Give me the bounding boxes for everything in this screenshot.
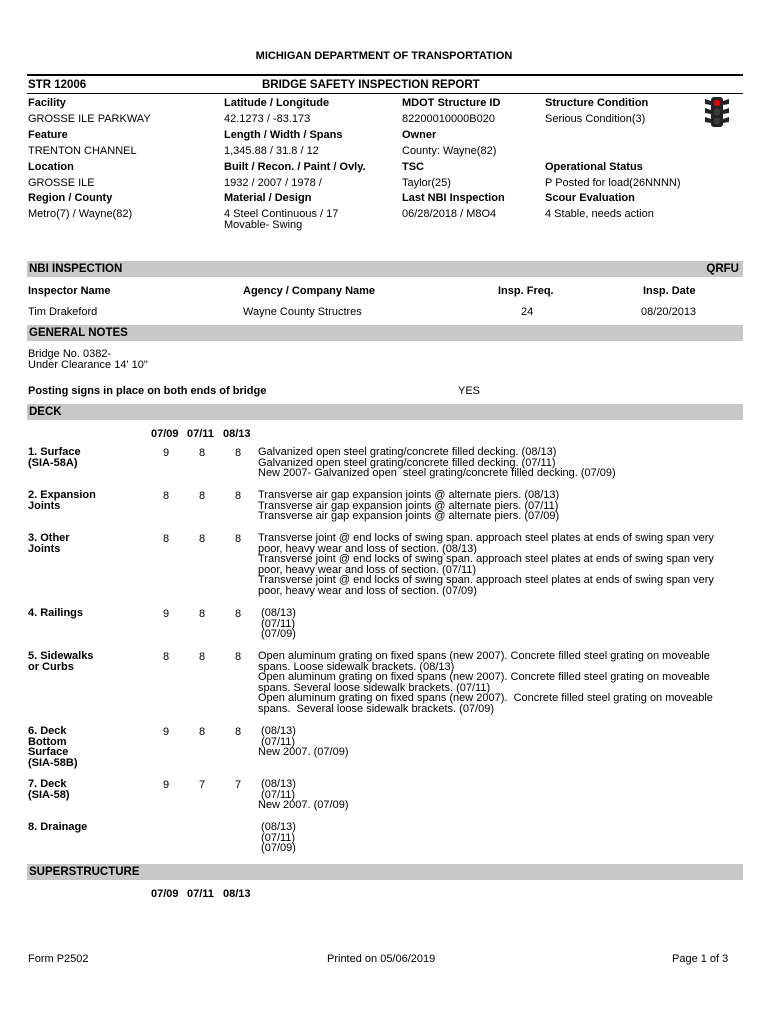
- agency-title: MICHIGAN DEPARTMENT OF TRANSPORTATION: [255, 50, 513, 62]
- deck-item-note-line: poor, heavy wear and loss of section. (07/09): [258, 584, 477, 597]
- deck-item-score: 8: [234, 608, 242, 620]
- nbi-col-inspector: Inspector Name: [28, 285, 111, 297]
- deck-item-name-line: (SIA-58B): [28, 756, 78, 769]
- owner-label: Owner: [402, 129, 437, 141]
- op-status-label: Operational Status: [545, 161, 643, 173]
- deck-item-note-line: (07/11): [258, 831, 296, 844]
- deck-item-score: 8: [234, 447, 242, 459]
- structure-number: STR 12006: [28, 79, 87, 91]
- nbi-date: 08/20/2013: [641, 306, 697, 318]
- deck-item-note-line: New 2007- Galvanized open steel grating/concrete filled decking. (07/09): [258, 467, 616, 479]
- nbi-col-date: Insp. Date: [643, 285, 696, 297]
- deck-item-note-line: poor, heavy wear and loss of section. (07/11): [258, 563, 477, 576]
- deck-item-note-line: spans. Loose sidewalk brackets. (08/13): [258, 660, 455, 673]
- deck-item-score: 8: [234, 490, 242, 502]
- deck-item-score: 8: [198, 651, 206, 663]
- deck-item-name-line: 1. Surface: [28, 446, 81, 458]
- deck-item-score: 7: [198, 779, 206, 791]
- region-value: Metro(7) / Wayne(82): [28, 208, 133, 220]
- deck-item-name-line: 6. Deck: [28, 725, 67, 737]
- deck-item-note-line: Open aluminum grating on fixed spans (new 2007). Concrete filled steel grating on moveable: [258, 671, 710, 683]
- deck-item-note-line: (07/09): [258, 628, 296, 640]
- deck-item-name: [28, 779, 70, 800]
- super-year-3: 08/13: [223, 888, 251, 900]
- deck-item-note-line: (08/13): [258, 778, 296, 790]
- deck-item-name: [28, 608, 83, 619]
- deck-item-name: [28, 651, 93, 672]
- deck-item-name: [28, 726, 78, 768]
- deck-item-name-line: 5. Sidewalks: [28, 650, 94, 662]
- deck-item-score: 8: [198, 490, 206, 502]
- scour-label: Scour Evaluation: [545, 192, 635, 204]
- deck-item-notes: [258, 608, 296, 640]
- deck-item-name: [28, 822, 87, 833]
- deck-item-score: 9: [162, 726, 170, 738]
- deck-item-notes: [258, 726, 349, 758]
- nbi-code: QRFU: [706, 263, 739, 275]
- material-value: [224, 209, 338, 230]
- deck-item-note-line: Galvanized open steel grating/concrete filled decking. (08/13): [258, 446, 557, 458]
- deck-item-note-line: Transverse joint @ end locks of swing span. approach steel plates at ends of swing span very: [258, 574, 714, 586]
- deck-item-name-line: 8. Drainage: [28, 821, 88, 833]
- deck-item-name-line: 2. Expansion: [28, 489, 96, 501]
- deck-item-note-line: (07/11): [258, 735, 296, 748]
- deck-item-note-line: (07/11): [258, 788, 296, 801]
- deck-year-2: 07/11: [187, 428, 214, 440]
- deck-item-note-line: Transverse air gap expansion joints @ alternate piers. (07/09): [258, 510, 560, 522]
- deck-item-name-line: (SIA-58): [28, 788, 70, 801]
- traffic-light-icon: [702, 96, 732, 128]
- deck-item-note-line: Transverse air gap expansion joints @ alternate piers. (07/11): [258, 499, 559, 512]
- deck-item-name-line: (SIA-58A): [28, 456, 78, 469]
- condition-value: Serious Condition(3): [545, 113, 646, 125]
- nbi-frequency: 24: [521, 306, 534, 318]
- general-notes: [28, 349, 148, 370]
- posting-value: YES: [458, 385, 481, 397]
- deck-item-note-line: Transverse joint @ end locks of swing span. approach steel plates at ends of swing span very: [258, 553, 714, 565]
- mdot-id-value: 82200010000B020: [402, 113, 495, 125]
- built-value: 1932 / 2007 / 1978 /: [224, 177, 322, 189]
- deck-item-notes: [258, 490, 559, 522]
- posting-label: Posting signs in place on both ends of bridge: [28, 385, 267, 397]
- deck-item-note-line: (08/13): [258, 607, 296, 619]
- feature-value: TRENTON CHANNEL: [28, 145, 137, 157]
- deck-item-name-line: Bottom: [28, 735, 67, 748]
- note-line-1: Bridge No. 0382-: [28, 348, 112, 360]
- deck-item-score: 8: [234, 533, 242, 545]
- deck-year-3: 08/13: [223, 428, 251, 440]
- deck-item-name-line: Joints: [28, 499, 61, 512]
- deck-item-name: [28, 447, 81, 468]
- deck-item-name-line: Joints: [28, 542, 61, 555]
- super-year-1: 07/09: [151, 888, 179, 900]
- deck-item-name-line: 4. Railings: [28, 607, 84, 619]
- deck-item-score: 8: [198, 726, 206, 738]
- length-label: Length / Width / Spans: [224, 129, 343, 141]
- deck-item-score: 8: [162, 490, 170, 502]
- deck-item-note-line: poor, heavy wear and loss of section. (08/13): [258, 542, 477, 555]
- latlon-label: Latitude / Longitude: [224, 97, 330, 109]
- deck-item-note-line: Transverse air gap expansion joints @ alternate piers. (08/13): [258, 489, 560, 501]
- nbi-section-header: [27, 261, 743, 277]
- deck-item-score: 8: [198, 447, 206, 459]
- condition-label: Structure Condition: [545, 97, 649, 109]
- deck-item-note-line: New 2007. (07/09): [258, 799, 349, 811]
- feature-label: Feature: [28, 129, 68, 141]
- deck-item-note-line: New 2007. (07/09): [258, 746, 349, 758]
- notes-title: GENERAL NOTES: [29, 327, 128, 339]
- nbi-agency-name: Wayne County Structres: [243, 306, 362, 318]
- nbi-col-agency: Agency / Company Name: [243, 285, 376, 297]
- deck-item-name-line: or Curbs: [28, 660, 74, 673]
- deck-item-score: 9: [162, 608, 170, 620]
- material-line-2: Movable- Swing: [224, 218, 303, 231]
- deck-item-note-line: Open aluminum grating on fixed spans (new 2007). Concrete filled steel grating on moveable: [258, 692, 713, 704]
- deck-item-notes: [258, 533, 714, 596]
- op-status-value: P Posted for load(26NNNN): [545, 177, 681, 189]
- mdot-id-label: MDOT Structure ID: [402, 97, 501, 109]
- deck-item-note-line: (08/13): [258, 725, 296, 737]
- header-rule-2: [27, 93, 743, 94]
- latlon-value: 42.1273 / -83.173: [224, 113, 311, 125]
- deck-item-note-line: spans. Several loose sidewalk brackets. (07/09): [258, 702, 495, 715]
- deck-item-name-line: 3. Other: [28, 532, 70, 544]
- deck-section-header: [27, 404, 743, 420]
- deck-item-score: 8: [162, 651, 170, 663]
- deck-item-notes: [258, 447, 616, 479]
- deck-item-note-line: (07/11): [258, 617, 296, 630]
- form-number: Form P2502: [28, 953, 89, 965]
- deck-item-notes: [258, 651, 713, 714]
- deck-title: DECK: [29, 406, 62, 418]
- nbi-title: NBI INSPECTION: [29, 263, 123, 275]
- deck-item-score: 8: [234, 651, 242, 663]
- report-title: BRIDGE SAFETY INSPECTION REPORT: [262, 79, 480, 91]
- material-line-1: 4 Steel Continuous / 17: [224, 208, 339, 220]
- deck-item-note-line: (07/09): [258, 842, 296, 854]
- deck-item-notes: [258, 822, 296, 854]
- printed-date: Printed on 05/06/2019: [327, 953, 436, 965]
- notes-section-header: [27, 325, 743, 341]
- tsc-value: Taylor(25): [402, 177, 451, 189]
- page-number: Page 1 of 3: [672, 953, 729, 965]
- deck-item-name: [28, 533, 70, 554]
- deck-item-name-line: 7. Deck: [28, 778, 67, 790]
- deck-item-note-line: spans. Several loose sidewalk brackets. (07/11): [258, 681, 491, 694]
- region-label: Region / County: [28, 192, 113, 204]
- deck-item-score: 7: [234, 779, 242, 791]
- nbi-col-freq: Insp. Freq.: [498, 285, 554, 297]
- deck-item-score: 8: [162, 533, 170, 545]
- owner-value: County: Wayne(82): [402, 145, 497, 157]
- deck-item-score: 9: [162, 779, 170, 791]
- deck-item-name-line: Surface: [28, 746, 69, 758]
- deck-item-note-line: Transverse joint @ end locks of swing span. approach steel plates at ends of swing span very: [258, 532, 714, 544]
- nbi-inspector-name: Tim Drakeford: [28, 306, 98, 318]
- location-label: Location: [28, 161, 74, 173]
- header-rule: [27, 74, 743, 76]
- deck-item-note-line: Open aluminum grating on fixed spans (new 2007). Concrete filled steel grating on moveable: [258, 650, 710, 662]
- facility-value: GROSSE ILE PARKWAY: [28, 113, 151, 125]
- location-value: GROSSE ILE: [28, 177, 95, 189]
- superstructure-title: SUPERSTRUCTURE: [29, 866, 140, 878]
- deck-item-score: 8: [234, 726, 242, 738]
- deck-item-score: 8: [198, 608, 206, 620]
- built-label: Built / Recon. / Paint / Ovly.: [224, 161, 366, 173]
- super-year-2: 07/11: [187, 888, 214, 900]
- deck-year-1: 07/09: [151, 428, 179, 440]
- tsc-label: TSC: [402, 161, 424, 173]
- deck-item-note-line: Galvanized open steel grating/concrete filled decking. (07/11): [258, 456, 556, 469]
- deck-item-score: 9: [162, 447, 170, 459]
- last-nbi-value: 06/28/2018 / M8O4: [402, 208, 497, 220]
- deck-item-score: 8: [198, 533, 206, 545]
- deck-item-name: [28, 490, 96, 511]
- deck-item-note-line: (08/13): [258, 821, 296, 833]
- scour-value: 4 Stable, needs action: [545, 208, 654, 220]
- last-nbi-label: Last NBI Inspection: [402, 192, 505, 204]
- length-value: 1,345.88 / 31.8 / 12: [224, 145, 319, 157]
- note-line-2: Under Clearance 14' 10": [28, 358, 148, 371]
- deck-item-notes: [258, 779, 349, 811]
- superstructure-section-header: [27, 864, 743, 880]
- facility-label: Facility: [28, 97, 66, 109]
- material-label: Material / Design: [224, 192, 312, 204]
